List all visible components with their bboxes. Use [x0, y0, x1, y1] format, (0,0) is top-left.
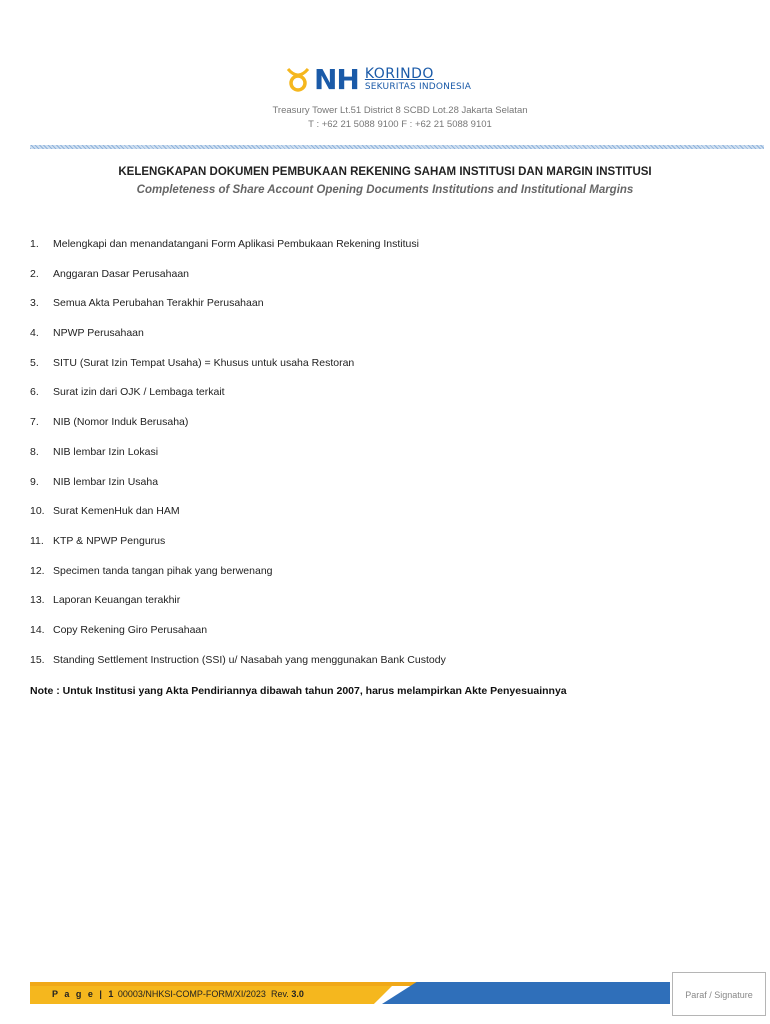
list-item [30, 327, 446, 357]
revision-value: 3.0 [291, 989, 304, 999]
item-number: 1. [30, 238, 39, 250]
item-text: Anggaran Dasar Perusahaan [53, 267, 190, 280]
list-item [30, 505, 446, 535]
logo-sekuritas: SEKURITAS INDONESIA [364, 81, 472, 92]
page-number: P a g e | 1 [52, 989, 116, 999]
document-title: KELENGKAPAN DOKUMEN PEMBUKAAN REKENING SAHAM INSTITUSI DAN MARGIN INSTITUSI [118, 166, 652, 178]
item-text: Surat izin dari OJK / Lembaga terkait [53, 386, 225, 399]
document-checklist [30, 238, 446, 683]
list-item [30, 565, 446, 595]
revision-label: Rev. [270, 989, 289, 999]
item-number: 10. [30, 505, 45, 518]
logo-korindo: KORINDO [364, 65, 434, 82]
item-number: 13. [30, 594, 45, 607]
item-text: NPWP Perusahaan [53, 327, 144, 340]
item-number: 7. [30, 416, 39, 429]
document-subtitle: Completeness of Share Account Opening Documents Institutions and Institutional Margins [136, 184, 634, 196]
item-text: Surat KemenHuk dan HAM [53, 505, 180, 518]
item-text: Specimen tanda tangan pihak yang berwenang [53, 564, 273, 577]
item-text: Melengkapi dan menandatangani Form Aplikasi Pembukaan Rekening Institusi [53, 238, 419, 250]
item-number: 12. [30, 564, 45, 577]
list-item [30, 446, 446, 476]
list-item [30, 535, 446, 565]
item-text: KTP & NPWP Pengurus [53, 534, 166, 547]
list-item [30, 357, 446, 387]
logo-text [364, 65, 472, 93]
header-divider [30, 145, 764, 149]
logo-nh: NH [314, 63, 359, 96]
item-number: 15. [30, 653, 45, 666]
company-phone: T : +62 21 5088 9100 F : +62 21 5088 9101 [308, 119, 492, 130]
item-number: 6. [30, 386, 39, 399]
document-note: Note : Untuk Institusi yang Akta Pendiriannya dibawah tahun 2007, harus melampirkan Akte Penyesuainnya [30, 685, 567, 697]
list-item [30, 268, 446, 298]
footer-text [52, 989, 304, 999]
logo-emblem-icon [286, 67, 310, 93]
item-text: Semua Akta Perubahan Terakhir Perusahaan [53, 297, 264, 310]
signature-box[interactable]: Paraf / Signature [672, 972, 766, 1016]
item-number: 3. [30, 297, 39, 310]
item-text: Copy Rekening Giro Perusahaan [53, 623, 208, 636]
item-number: 11. [30, 534, 44, 547]
form-code: 00003/NHKSI-COMP-FORM/XI/2023 [117, 989, 266, 999]
page-footer [30, 982, 670, 1004]
item-text: NIB (Nomor Induk Berusaha) [53, 416, 189, 429]
item-number: 5. [30, 356, 39, 369]
list-item [30, 654, 446, 684]
item-number: 14. [30, 623, 45, 636]
item-text: Standing Settlement Instruction (SSI) u/ Nasabah yang menggunakan Bank Custody [53, 653, 446, 666]
list-item [30, 416, 446, 446]
item-number: 2. [30, 267, 39, 280]
company-logo [286, 63, 472, 96]
footer-blue-band [382, 982, 670, 1004]
list-item [30, 624, 446, 654]
item-number: 8. [30, 445, 39, 458]
list-item [30, 476, 446, 506]
item-text: NIB lembar Izin Lokasi [53, 445, 159, 458]
item-text: Laporan Keuangan terakhir [53, 594, 181, 607]
list-item [30, 297, 446, 327]
item-number: 4. [30, 327, 39, 340]
company-address: Treasury Tower Lt.51 District 8 SCBD Lot.28 Jakarta Selatan [272, 105, 528, 116]
item-text: SITU (Surat Izin Tempat Usaha) = Khusus untuk usaha Restoran [53, 356, 355, 369]
list-item [30, 238, 446, 268]
list-item [30, 594, 446, 624]
item-text: NIB lembar Izin Usaha [53, 475, 159, 488]
list-item [30, 386, 446, 416]
item-number: 9. [30, 475, 39, 488]
